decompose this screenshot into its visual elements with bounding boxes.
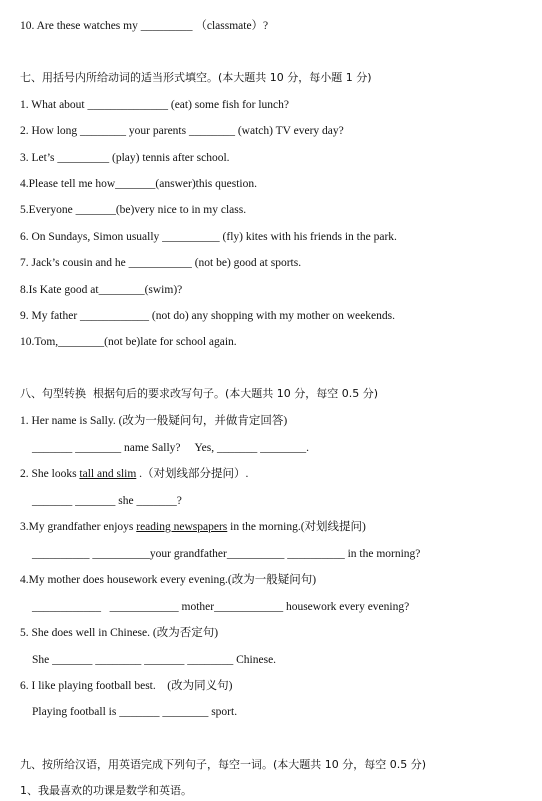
s7-item-7: 7. Jack’s cousin and he ___________ (not be) good at sports.	[20, 257, 302, 269]
s8-answer-5: She _______ ________ _______ ________ Chinese.	[32, 654, 277, 666]
s8-question-1: 1. Her name is Sally. (改为一般疑问句，并做肯定回答)	[20, 415, 288, 427]
q3-suffix: in the morning.(对划线提问)	[227, 521, 366, 533]
q3-prefix: 3.My grandfather enjoys	[20, 521, 137, 533]
s7-item-3: 3. Let’s _________ (play) tennis after school.	[20, 152, 230, 164]
s7-item-9: 9. My father ____________ (not do) any shopping with my mother on weekends.	[20, 310, 395, 322]
section-8-heading: 八、句型转换 根据句后的要求改写句子。(本大题共 10 分，每空 0.5 分)	[20, 387, 379, 400]
q2-prefix: 2. She looks	[20, 468, 80, 480]
s8-answer-2: _______ _______ she _______?	[32, 495, 182, 507]
s7-item-2: 2. How long ________ your parents ________ (watch) TV every day?	[20, 125, 344, 137]
s8-answer-6: Playing football is _______ ________ sport.	[32, 706, 238, 718]
s8-question-4: 4.My mother does housework every evening.(改为一般疑问句)	[20, 574, 317, 586]
q3-underlined: reading newspapers	[136, 521, 228, 533]
s8-answer-1: _______ ________ name Sally? Yes, _______ ________.	[32, 442, 309, 454]
s8-question-6: 6. I like playing football best. (改为同义句)	[20, 680, 233, 692]
section-9-heading: 九、按所给汉语，用英语完成下列句子，每空一词。(本大题共 10 分，每空 0.5 分)	[20, 758, 427, 771]
question-10-classmate: 10. Are these watches my _________ （classmate）?	[20, 20, 269, 32]
s7-item-8: 8.Is Kate good at________(swim)?	[20, 284, 183, 296]
s8-answer-4: ____________ ____________ mother____________ housework every evening?	[32, 601, 410, 613]
s7-item-5: 5.Everyone _______(be)very nice to in my class.	[20, 204, 247, 216]
s7-item-1: 1. What about ______________ (eat) some fish for lunch?	[20, 99, 290, 111]
section-7-heading: 七、用括号内所给动词的适当形式填空。(本大题共 10 分，每小题 1 分)	[20, 71, 372, 84]
s8-question-5: 5. She does well in Chinese. (改为否定句)	[20, 627, 219, 639]
q2-underlined: tall and slim	[79, 468, 137, 480]
q2-suffix: .（对划线部分提问）.	[136, 468, 249, 480]
s8-question-2	[20, 467, 248, 481]
s7-item-4: 4.Please tell me how_______(answer)this question.	[20, 178, 257, 190]
s8-question-3	[20, 520, 366, 534]
s7-item-6: 6. On Sundays, Simon usually __________ (fly) kites with his friends in the park.	[20, 231, 397, 243]
s9-question-1: 1、我最喜欢的功课是数学和英语。	[20, 784, 192, 797]
s7-item-10: 10.Tom,________(not be)late for school again.	[20, 336, 237, 348]
s8-answer-3: __________ __________your grandfather__________ __________ in the morning?	[32, 548, 421, 560]
